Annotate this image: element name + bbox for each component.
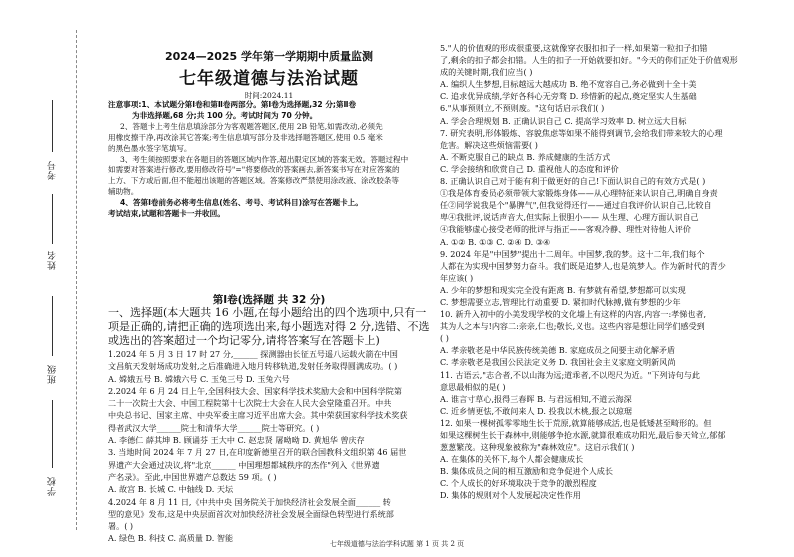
instruction-line: 2、答题卡上考生信息填涂部分为客观题答题区,使用 2B 铅笔,如需改动,必须先 (120, 121, 383, 131)
question-line: 界遗产大会通过决议,将"北京______ 中国理想都城秩序的杰作"列入《世界遗 (108, 459, 380, 470)
section-title: 第Ⅰ卷(选择题 共 32 分) (212, 294, 326, 306)
question-line: C. 近乡情更怯,不敢问来人 D. 投我以木桃,报之以琼琚 (440, 405, 632, 416)
question-line: 11. 古语云,"志合者,不以山海为远;道乖者,不以咫尺为近。"下列诗句与此 (440, 369, 700, 380)
question-line: 一、选择题(本大题共 16 小题,在每小题给出的四个选项中,只有一 (108, 306, 427, 319)
question-line: C. 个人成长的好环境取决于竞争的激烈程度 (440, 478, 597, 489)
instruction-line: 辅助物。 (108, 187, 139, 197)
exam-no-line (52, 100, 53, 152)
question-line: 署。( ) (108, 521, 134, 532)
exam-title-line1: 2024—2025 学年第一学期期中质量监测 (164, 50, 374, 63)
left-questions (108, 306, 430, 545)
question-line: A. 学会合理规划 B. 正确认识自己 C. 提高学习效率 D. 树立远大目标 (440, 115, 687, 126)
instruction-line: 上方、下方或后面,但不能超出该题的答题区域。答案修改严禁使用涂改液、涂改胶条等 (108, 176, 399, 186)
question-line: A. 孝亲敬老是中华民族传统美德 B. 家庭成员之间要主动化解矛盾 (440, 345, 676, 356)
question-line: 型的意见》发布,这是中央层面首次对加快经济社会发展全面绿色转型进行系统部 (108, 508, 394, 519)
question-line: B. 集体成员之间的相互激励和竞争促进个人成长 (440, 466, 613, 477)
question-line: A. 嫦娥五号 B. 嫦娥六号 C. 玉兔三号 D. 玉兔六号 (108, 373, 290, 384)
instruction-line: 如需要对答案进行修改,要用修改符号"="将要修改的答案画去,新答案书写在对应答案的 (108, 165, 400, 175)
question-line: 危害。解决这些烦恼需要( ) (440, 139, 538, 150)
instruction-line: 注意事项:1、本试题分第Ⅰ卷和第Ⅱ卷两部分。第Ⅰ卷为选择题,32 分;第Ⅱ卷 (108, 100, 357, 109)
question-line: A. 少年的梦想和现实完全没有距离 B. 有梦就有希望,梦想都可以实现 (440, 284, 686, 295)
question-line: 了,剩余的扣子都会扣错。人生的扣子一开始就要扣好。"今天的你们正处于价值观形 (440, 55, 738, 66)
question-line: A. 绿色 B. 科技 C. 高质量 D. 智能 (108, 533, 234, 544)
question-line: D. 集体的规则对个人发展起决定性作用 (440, 490, 581, 501)
school-label: 学校 (48, 476, 58, 496)
page-footer: 七年级道德与法治学科试题 第 1 页 共 2 页 (329, 540, 465, 548)
class-line (52, 296, 53, 356)
question-line: 葱葱繁茂。这种现象被称为"森林效应"。这启示我们( ) (440, 442, 635, 453)
question-line: 任②同学说我是个"暴脾气",但我觉得还行——通过自我评价认识自己,比较自 (440, 200, 712, 211)
question-line: 8. 正确认识自己对于能有利于做更好的自己!下面认识自己的有效方式是( ) (440, 176, 706, 187)
question-line: 12. 如果一棵树孤零零地生长于荒原,就算能够成活,也是低矮甚至畸形的。但 (440, 417, 712, 428)
question-line: 7. 研究表明,形体锻炼、容貌焦虑等如果不能得到调节,会给我们带来较大的心理 (440, 127, 723, 138)
exam-no-label: 考号 (48, 160, 58, 180)
instruction-line: 4、答第Ⅰ卷前务必将考生信息(姓名、考号、考试科目)涂写在答题卡上。 (120, 198, 363, 208)
instruction-line: 3、考生须按照要求在各题目的答题区域内作答,超出限定区域的答案无效。答题过程中 (120, 154, 409, 164)
question-line: 1.2024 年 5 月 3 日 17 时 27 分,______ 探测器由长征五号遥八运载火箭在中国 (108, 349, 398, 359)
question-line: ( ) (440, 333, 449, 344)
question-line: A. 编织人生梦想,目标越远大越成功 B. 绝不宽容自己,务必做到十全十美 (440, 79, 697, 90)
question-line: 中央总书记、国家主席、中央军委主席习近平出席大会。其中荣获国家科学技术奖获 (108, 410, 408, 421)
exam-time: 时间:2024.11 (244, 91, 294, 100)
question-line: 或选出的答案超过一个均记零分,请将答案写在答题卡上) (108, 334, 380, 347)
question-line: 2.2024 年 6 月 24 日上午,全国科技大会、国家科学技术奖励大会和中国科学院第 (108, 385, 402, 396)
question-line: A. 故宫 B. 长城 C. 中轴线 D. 天坛 (108, 484, 234, 495)
question-line: 5."人的价值观的形成很重要,这就像穿衣服扣扣子一样,如果第一粒扣子扣错 (440, 43, 708, 53)
question-line: 得者武汉大学______院士和清华大学______院士等研究。( ) (108, 422, 320, 433)
question-line: 意思最相似的是( ) (440, 381, 506, 392)
instruction-line: 为非选择题,68 分;共 100 分。考试时间为 70 分钟。 (132, 110, 318, 120)
question-line: 成的关键时期,我们应当( ) (440, 67, 533, 78)
question-line: ④我能够虚心接受老师的批评与指正——客观冷静、理性对待他人评价 (440, 224, 691, 235)
question-line: 4.2024 年 8 月 11 日,《中共中央 国务院关于加快经济社会发展全面______ 转 (108, 496, 391, 507)
school-line (52, 400, 53, 468)
question-line: 其为人之本与!内容二:亲亲,仁也;敬长,义也。这些内容是想让同学们感受到 (440, 321, 705, 332)
question-line: C. 追求优异成绩,学好各科心无旁骛 D. 珍惜新的起点,奠定坚实人生基础 (440, 91, 697, 102)
question-line: C. 孝亲敬老是我国公民法定义务 D. 我国社会主义家庭文明新风尚 (440, 357, 676, 368)
question-line: 10. 新升入初中的小美发现学校的文化墙上有这样的内容,内容一:孝悌也者, (440, 309, 707, 320)
question-line: C. 梦想需要立志,管理比行动重要 D. 紧扣时代脉搏,做有梦想的少年 (440, 296, 681, 307)
question-line: 项是正确的,请把正确的选项选出来,每小题选对得 2 分,选错、不选 (108, 320, 430, 333)
question-line: 产名录》。至此,中国世界遗产总数达 59 项。( ) (108, 471, 277, 482)
question-line: ①我是体育委员必须带领大家锻炼身体——从心理特征来认识自己,明确自身责 (440, 188, 718, 199)
class-label: 班级 (48, 364, 58, 384)
instruction-line: 用橡皮擦干净,再改涂其它答案;考生信息填写部分及非选择题答题区,使用 0.5 毫米 (108, 132, 383, 142)
name-label: 姓名 (48, 250, 58, 270)
instructions (108, 100, 430, 220)
question-line: A. 李德仁 薛其坤 B. 顾诵芬 王大中 C. 赵忠贤 屠呦呦 D. 黄旭华 曾庆存 (108, 435, 365, 446)
question-line: 如果这棵树生长于森林中,则能够争抢水源,就算很难成功阳光,最后参天耸立,郁郁 (440, 430, 726, 440)
seal-dashed-line (76, 30, 77, 530)
question-line: 文昌航天发射场成功发射,之后准确进入地月转移轨道,发射任务取得圆满成功。( ) (108, 361, 398, 372)
question-line: 年应该( ) (440, 272, 474, 283)
question-line: A. ①② B. ①③ C. ②④ D. ③④ (440, 236, 551, 247)
instruction-line: 的黑色墨水签字笔填写。 (108, 143, 192, 153)
question-line: A. 不断克服自己的缺点 B. 养成健康的生活方式 (440, 151, 611, 162)
question-line: 二十一次院士大会、中国工程院第十七次院士大会在人民大会堂隆重召开。中共 (108, 398, 392, 409)
question-line: 3. 当地时间 2024 年 7 月 27 日,在印度新德里召开的联合国教科文组织第 46 届世 (108, 447, 407, 458)
exam-title: 七年级道德与法治试题 (179, 69, 359, 89)
question-line: A. 在集体的关怀下,每个人都会健康成长 (440, 454, 584, 465)
name-line (52, 194, 53, 244)
question-line: 6."从事预则立,不预则废。"这句话启示我们( ) (440, 103, 605, 114)
right-questions (440, 42, 778, 502)
question-line: 卑④我批评,说话声音大,但实际上很胆小—— 从生理、心理方面认识自己 (440, 212, 699, 223)
question-line: 人都在为实现中国梦努力奋斗。我们既是追梦人,也是筑梦人。作为新时代的青少 (440, 260, 726, 271)
question-line: C. 学会接纳和欣赏自己 D. 重视他人的态度和评价 (440, 163, 619, 174)
question-line: A. 谁言寸草心,报得三春晖 B. 与君远相知,不道云海深 (440, 393, 632, 404)
instruction-line: 考试结束,试题和答题卡一并收回。 (108, 209, 225, 219)
question-line: 9. 2024 年是"中国梦"提出十二周年。中国梦,我的梦。这十二年,我们每个 (440, 248, 705, 259)
